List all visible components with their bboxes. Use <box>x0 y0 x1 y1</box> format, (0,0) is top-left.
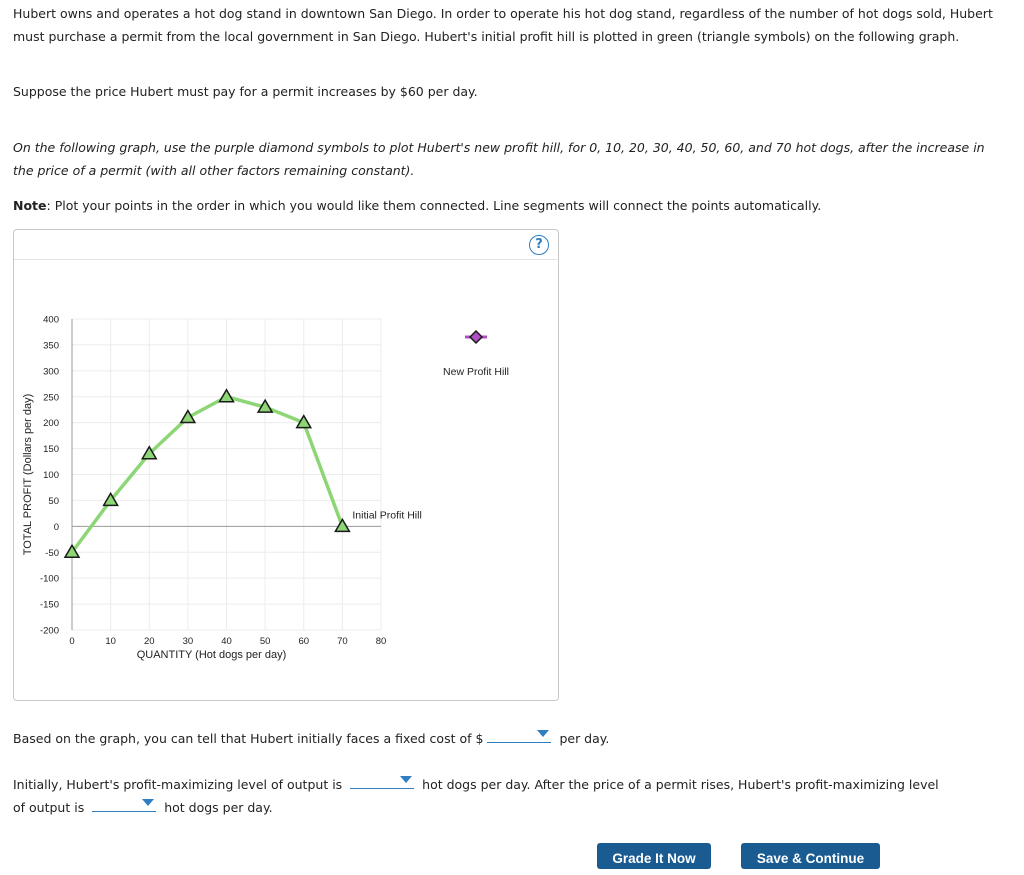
chevron-down-icon <box>142 799 154 806</box>
triangle-point <box>220 390 234 402</box>
y-tick-label: 150 <box>43 444 59 456</box>
initial-profit-hill-label: Initial Profit Hill <box>352 509 422 522</box>
new-profit-hill-label: New Profit Hill <box>443 366 509 378</box>
y-tick-label: 300 <box>43 366 59 378</box>
profit-chart[interactable] <box>14 230 560 702</box>
y-tick-label: 400 <box>43 314 59 326</box>
output-question-line2 <box>13 795 273 819</box>
y-tick-label: 100 <box>43 470 59 481</box>
note-label: Note <box>13 198 47 213</box>
chart-tick-labels <box>40 315 386 648</box>
permit-increase-text: Suppose the price Hubert must pay for a permit increases by $60 per day. <box>13 84 478 99</box>
q2-text: Initially, Hubert's profit-maximizing level of output is <box>13 777 343 792</box>
intro-paragraph: Hubert owns and operates a hot dog stand in downtown San Diego. In order to operate his hot dog stand, regardless of the number of hot dogs sold, Hubert must purchase a permit from the local government in San Diego. Hubert's initial profit hill is plotted in green (triangle symbols) on the following graph. <box>13 6 993 44</box>
note-text <box>13 194 1003 217</box>
question-circle-icon[interactable]: ? <box>529 235 549 255</box>
grade-it-now-button[interactable]: Grade It Now <box>597 843 711 869</box>
y-tick-label: 200 <box>43 418 59 430</box>
x-tick-label: 70 <box>337 636 348 647</box>
instructions-italic: On the following graph, use the purple diamond symbols to plot Hubert's new profit hill, for 0, 10, 20, 30, 40, 50, 60, and 70 hot dogs, after the increase in the price of a permit (with all other factors remaining constant). <box>13 140 985 178</box>
q1-text: Based on the graph, you can tell that Hubert initially faces a fixed cost of $ <box>13 731 484 746</box>
q1-suffix: per day. <box>559 731 610 746</box>
initial-profit-hill-series <box>65 390 349 558</box>
x-tick-label: 60 <box>298 636 310 647</box>
y-tick-label: -100 <box>39 573 59 585</box>
output-question <box>13 772 939 796</box>
initial-output-dropdown[interactable] <box>350 772 414 789</box>
q2-suffix: hot dogs per day. <box>164 800 273 815</box>
purple-diamond-icon <box>470 331 482 343</box>
y-tick-label: -50 <box>45 547 59 559</box>
chevron-down-icon <box>400 776 412 783</box>
new-profit-hill-tool[interactable] <box>465 331 487 343</box>
y-tick-label: 0 <box>53 521 59 533</box>
y-tick-label: 50 <box>48 495 59 507</box>
x-axis-label: QUANTITY (Hot dogs per day) <box>136 649 287 661</box>
save-continue-button[interactable]: Save & Continue <box>741 843 880 869</box>
y-tick-label: 250 <box>43 392 59 404</box>
x-tick-label: 30 <box>182 636 194 647</box>
x-tick-label: 10 <box>105 636 116 647</box>
chart-grid <box>72 319 381 630</box>
instructions-text <box>13 136 1003 182</box>
x-tick-label: 40 <box>221 636 232 647</box>
fixed-cost-dropdown[interactable] <box>487 726 551 743</box>
q2-line2-text: of output is <box>13 800 85 815</box>
q2-mid-text: hot dogs per day. After the price of a permit rises, Hubert's profit-maximizing level <box>422 777 939 792</box>
note-body: : Plot your points in the order in which you would like them connected. Line segments will connect the points automatically. <box>46 198 822 213</box>
x-tick-label: 80 <box>375 636 387 647</box>
y-tick-label: 350 <box>43 340 59 352</box>
new-output-dropdown[interactable] <box>92 795 156 812</box>
x-tick-label: 50 <box>259 636 271 647</box>
triangle-point <box>335 519 349 531</box>
y-tick-label: -150 <box>39 599 59 611</box>
graph-panel <box>13 229 559 701</box>
y-axis-label: TOTAL PROFIT (Dollars per day) <box>22 393 34 556</box>
y-tick-label: -200 <box>39 625 59 637</box>
chevron-down-icon <box>537 730 549 737</box>
fixed-cost-question <box>13 726 609 750</box>
x-tick-label: 20 <box>143 636 155 647</box>
x-tick-label: 0 <box>69 636 75 647</box>
